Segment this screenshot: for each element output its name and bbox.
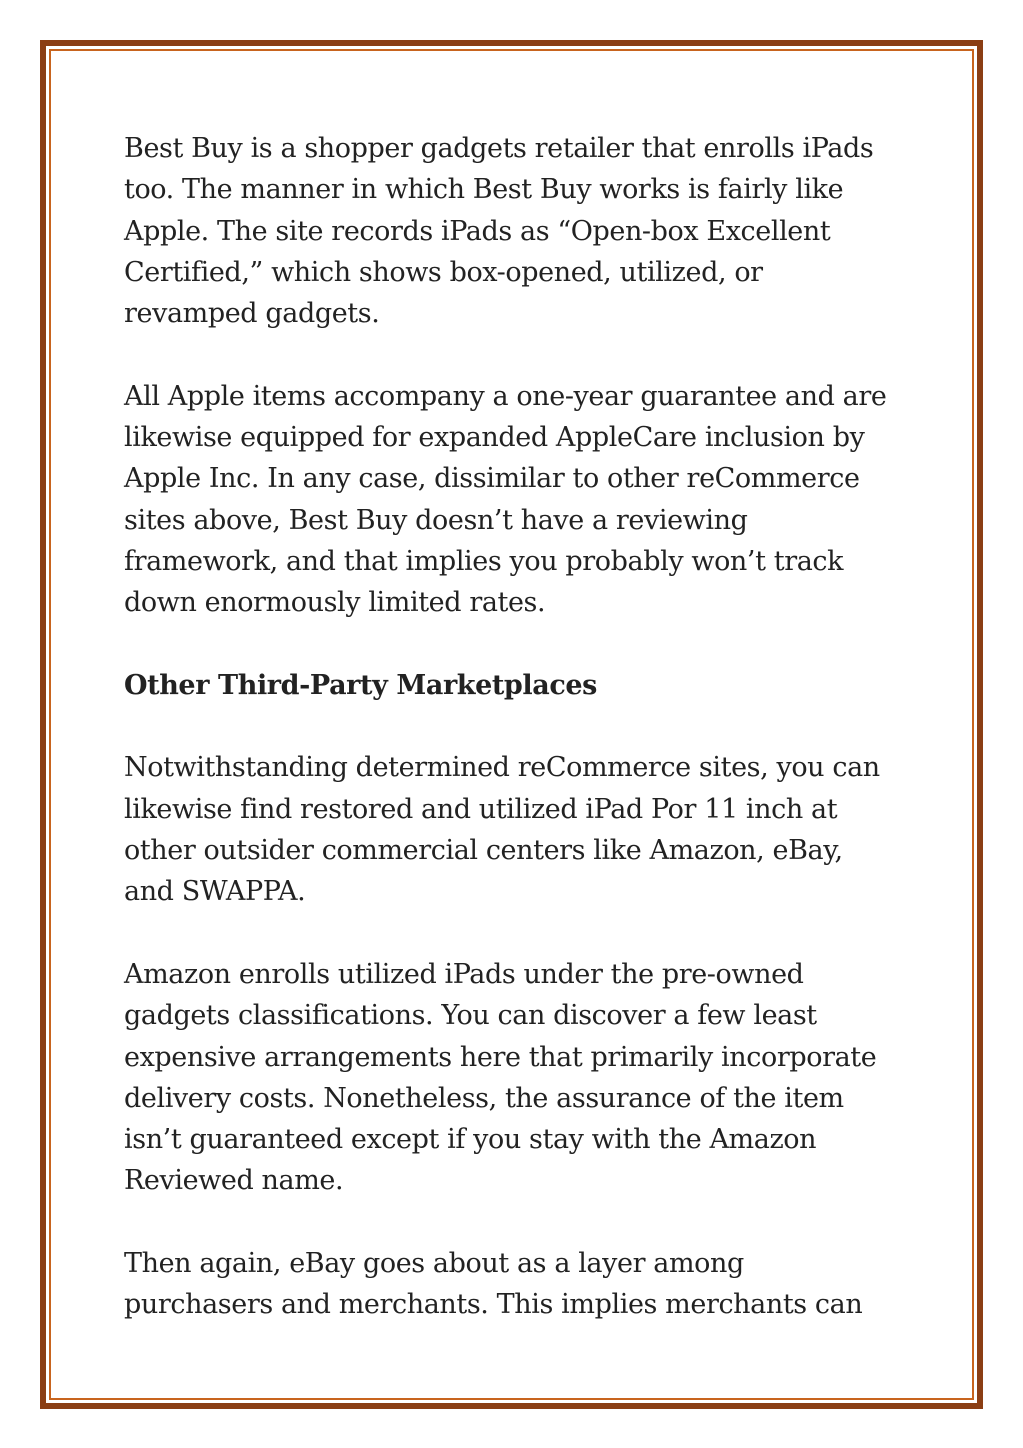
text-line: Apple. The site records iPads as “Open-box Excellent bbox=[124, 215, 831, 247]
paragraph-amazon bbox=[124, 954, 904, 1202]
text-line: other outsider commercial centers like Amazon, eBay, bbox=[124, 835, 843, 867]
text-line: framework, and that implies you probably won’t track bbox=[124, 545, 844, 577]
text-line: likewise equipped for expanded AppleCare inclusion by bbox=[124, 422, 865, 454]
text-line: revamped gadgets. bbox=[124, 298, 380, 330]
text-line: down enormously limited rates. bbox=[124, 587, 546, 619]
text-line: isn’t guaranteed except if you stay with the Amazon bbox=[124, 1124, 817, 1156]
text-line: gadgets classifications. You can discover a few least bbox=[124, 1000, 817, 1032]
text-line: All Apple items accompany a one-year guarantee and are bbox=[124, 380, 887, 412]
paragraph-best-buy-intro bbox=[124, 128, 904, 334]
paragraph-apple-guarantee bbox=[124, 376, 904, 624]
document-body bbox=[124, 128, 904, 1367]
text-line: likewise find restored and utilized iPad Por 11 inch at bbox=[124, 793, 838, 825]
paragraph-third-party-marketplaces bbox=[124, 747, 904, 912]
text-line: purchasers and merchants. This implies merchants can bbox=[124, 1289, 863, 1321]
paragraph-ebay bbox=[124, 1243, 904, 1326]
text-line: Certified,” which shows box-opened, utilized, or bbox=[124, 256, 763, 288]
text-line: Amazon enrolls utilized iPads under the pre-owned bbox=[124, 958, 804, 990]
text-line: Notwithstanding determined reCommerce sites, you can bbox=[124, 752, 880, 784]
text-line: Reviewed name. bbox=[124, 1165, 344, 1197]
text-line: and SWAPPA. bbox=[124, 876, 306, 908]
section-heading: Other Third-Party Marketplaces bbox=[124, 669, 597, 701]
text-line: too. The manner in which Best Buy works is fairly like bbox=[124, 174, 844, 206]
text-line: Best Buy is a shopper gadgets retailer that enrolls iPads bbox=[124, 133, 874, 164]
text-line: sites above, Best Buy doesn’t have a reviewing bbox=[124, 504, 748, 536]
text-line: Apple Inc. In any case, dissimilar to other reCommerce bbox=[124, 463, 860, 495]
text-line: Then again, eBay goes about as a layer among bbox=[124, 1248, 744, 1280]
text-line: expensive arrangements here that primarily incorporate bbox=[124, 1041, 877, 1073]
text-line: delivery costs. Nonetheless, the assurance of the item bbox=[124, 1082, 844, 1114]
